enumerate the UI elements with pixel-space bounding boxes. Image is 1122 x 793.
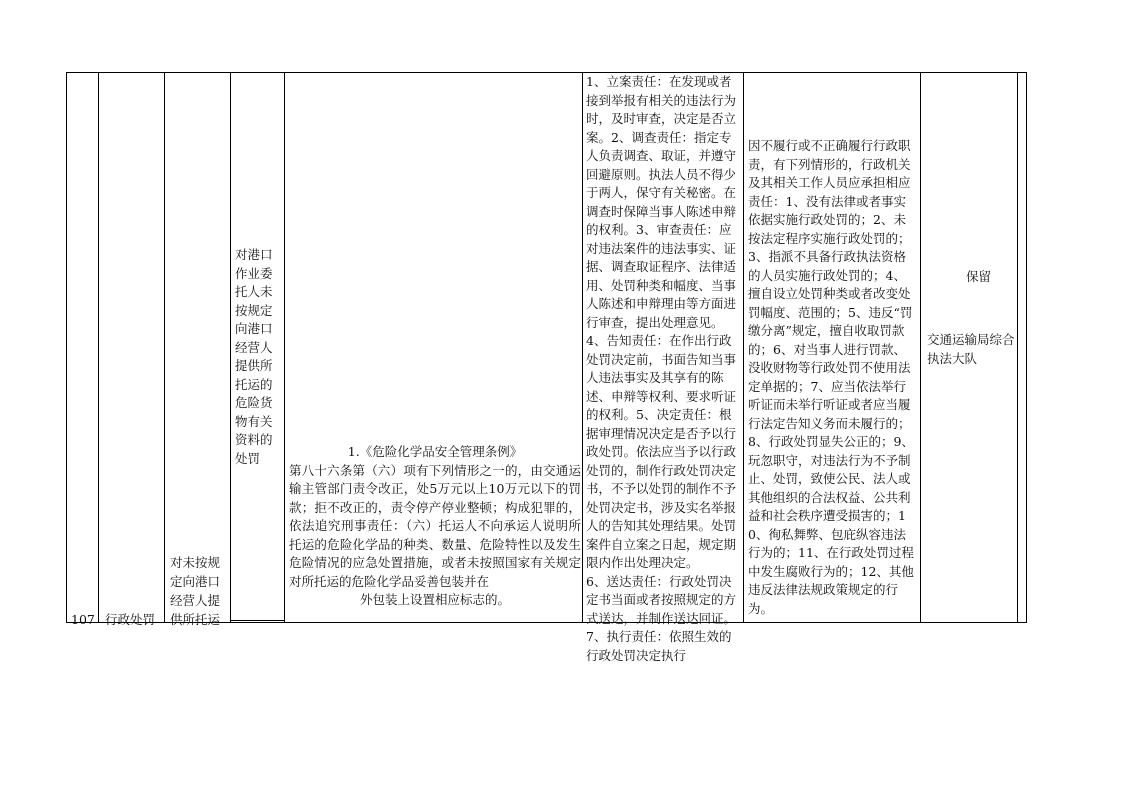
accountability-text: 因不履行或不正确履行行政职责，有下列情形的，行政机关及其相关工作人员应承担相应责任：1、没有法律或者事实依据实施行政处罚的；2、未按法定程序实施行政处罚的；3、指派不具备行政执法资格的人员实施行政处罚的；4、擅自设立处罚种类或者改变处罚幅度、范围的；5、违反“罚缴分离”规定，擅自收取罚款的；6、对当事人进行罚款、没收财物等行政处罚不使用法定单据的；7、应当依法举行听证而未举行听证或者应当履行法定告知义务而未履行的；8、行政处罚显失公正的；9、玩忽职守，对违法行为不予制止、处罚，致使公民、法人或其他组织的合法权益、公共利益和社会秩序遭受损害的；10、徇私舞弊、包庇纵容违法行为的；11、在行政处罚过程中发生腐败行为的；12、其他违反法律法规政策规定的行为。 bbox=[748, 138, 914, 616]
seq-cell bbox=[67, 73, 99, 627]
legal-basis-cell bbox=[285, 73, 583, 622]
legal-basis-title: 1.《危险化学品安全管理条例》 bbox=[347, 444, 523, 459]
responsibility-text: 1、立案责任：在发现或者接到举报有相关的违法行为时，及时审查，决定是否立案。2、调查责任：指定专人负责调查、取证，并遵守回避原则。执法人员不得少于两人，保守有关秘密。在调查时保障当事人陈述申辩的权利。3、审查责任：应对违法案件的违法事实、证据、调查取证程序、法律适用、处罚种类和幅度、当事人陈述和申辩理由等方面进行审查，提出处理意见。4、告知责任：在作出行政处罚决定前，书面告知当事人违法事实及其享有的陈述、申辩等权利、要求听证的权利。5、决定责任：根据审理情况决定是否予以行政处罚。依法应当予以行政处罚的，制作行政处罚决定书，不予以处罚的制作不予处罚决定书，涉及实名举报人的告知其处理结果。处罚案件自立案之日起，规定期限内作出处理决定。 6、送达责任：行政处罚决定书当面或者按照规定的方式送达，并制作送达回证。7、执行责任：依照生效的行政处罚决定执行 bbox=[586, 74, 737, 663]
item-name: 对未按规定向港口经营人提供所托运 bbox=[170, 555, 221, 627]
sub-item-box bbox=[231, 73, 284, 621]
department-cell bbox=[921, 73, 1018, 622]
power-list-table bbox=[66, 72, 1027, 663]
item-name-cell bbox=[165, 73, 231, 627]
note-cell bbox=[1018, 73, 1027, 622]
note-text: 保留 bbox=[966, 269, 992, 284]
responsibility-cell bbox=[583, 73, 744, 663]
sub-item-name: 对港口作业委托人未按规定向港口经营人提供所托运的危险货物有关资料的处罚 bbox=[235, 247, 273, 466]
accountability-cell bbox=[744, 73, 921, 622]
legal-basis bbox=[289, 443, 581, 610]
sub-item-cell bbox=[231, 73, 285, 622]
power-category: 行政处罚 bbox=[105, 612, 156, 627]
legal-basis-body: 第八十六条第（六）项有下列情形之一的，由交通运输主管部门责令改正，处5万元以上10万元以下的罚款；拒不改正的，责令停产停业整顿；构成犯罪的，依法追究刑事责任：（六）托运人不向承运人说明所托运的危险化学品的种类、数量、危险特性以及发生危险情况的应急处置措施，或者未按照国家有关规定对所托运的危险化学品妥善包装并在 bbox=[289, 462, 581, 589]
category-cell bbox=[99, 73, 165, 627]
department-name: 交通运输局综合执法大队 bbox=[927, 332, 1015, 366]
legal-basis-tail: 外包装上设置相应标志的。 bbox=[359, 592, 510, 607]
seq-number: 107 bbox=[71, 612, 95, 627]
